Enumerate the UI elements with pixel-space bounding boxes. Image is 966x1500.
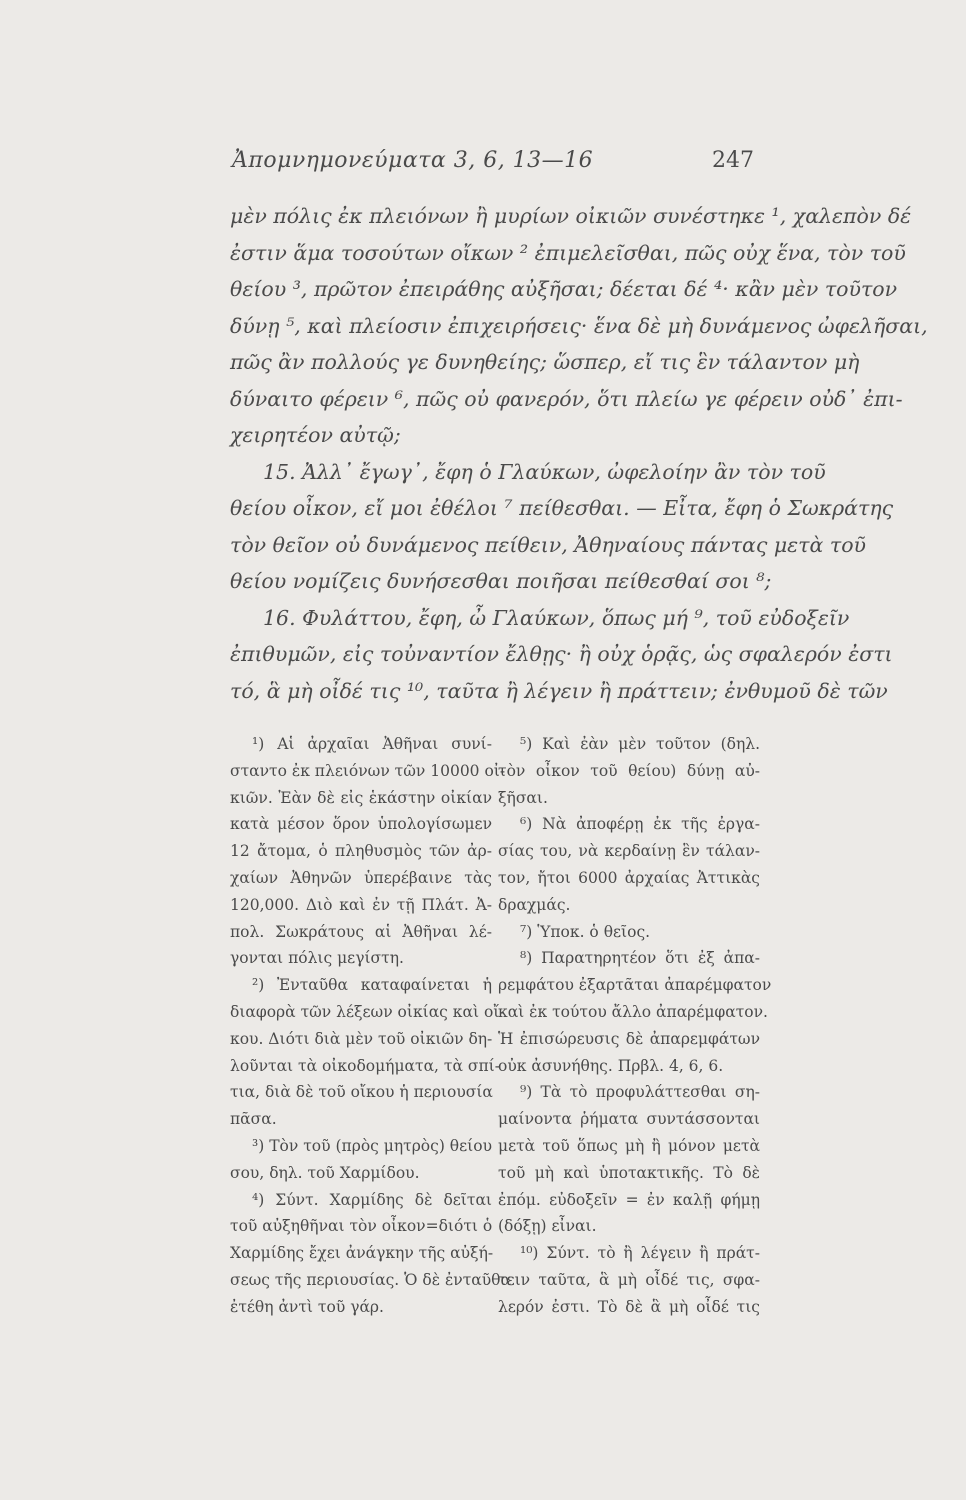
footnote-line: ξῆσαι. <box>498 788 548 807</box>
main-line: πῶς ἂν πολλούς γε δυνηθείης; ὥσπερ, εἴ τις ἓν τάλαντον μὴ <box>230 350 860 374</box>
main-line: θείου οἶκον, εἴ μοι ἐθέλοι ⁷ πείθεσθαι. — Εἶτα, ἔφη ὁ Σωκράτης <box>230 496 894 520</box>
main-line: 16. Φυλάττου, ἔφη, ὦ Γλαύκων, ὅπως μή ⁹, τοῦ εὐδοξεῖν <box>263 605 850 630</box>
footnote-line: χαίων Ἀθηνῶν ὑπερέβαινε τὰς <box>230 868 492 887</box>
footnote-line: ⁴) Σύντ. Χαρμίδης δὲ δεῖται <box>252 1190 492 1209</box>
footnote-line: διαφορὰ τῶν λέξεων οἰκίας καὶ οἴ- <box>230 1002 505 1021</box>
footnote-line: ἐτέθη ἀντὶ τοῦ γάρ. <box>230 1297 384 1316</box>
main-line: ἐπιθυμῶν, εἰς τοὐναντίον ἔλθῃς· ἢ οὐχ ὁρᾷς, ὡς σφαλερόν ἐστι <box>230 642 893 666</box>
running-title: Ἀπομνημονεύματα 3, 6, 13—16 <box>232 148 594 173</box>
footnote-line: ἐπόμ. εὐδοξεῖν = ἐν καλῇ φήμῃ <box>498 1190 760 1209</box>
footnote-line: κιῶν. Ἐὰν δὲ εἰς ἑκάστην οἰκίαν <box>230 788 492 807</box>
footnotes-left-column <box>230 731 511 1321</box>
footnote-line: σου, δηλ. τοῦ Χαρμίδου. <box>230 1163 420 1182</box>
main-line: θείου νομίζεις δυνήσεσθαι ποιῆσαι πείθεσθαί σοι ⁸; <box>230 569 772 593</box>
footnote-line: τον, ἤτοι 6000 ἀρχαίας Ἀττικὰς <box>498 868 760 887</box>
footnotes-right-column <box>498 731 772 1321</box>
footnote-line: ⁹) Τὰ τὸ προφυλάττεσθαι ση- <box>520 1083 760 1102</box>
footnote-line: πολ. Σωκράτους αἱ Ἀθῆναι λέ- <box>230 922 492 941</box>
footnote-line: μετὰ τοῦ ὅπως μὴ ἢ μόνον μετὰ <box>498 1136 760 1155</box>
footnote-line: ³) Τὸν τοῦ (πρὸς μητρὸς) θείου <box>252 1136 492 1155</box>
footnote-line: γονται πόλις μεγίστη. <box>230 949 404 968</box>
footnote-line: ⁷) Ὑποκ. ὁ θεῖος. <box>520 922 651 941</box>
footnote-line: 120,000. Διὸ καὶ ἐν τῇ Πλάτ. Ἀ- <box>230 895 492 914</box>
footnote-line: ¹) Αἱ ἀρχαῖαι Ἀθῆναι συνί- <box>252 735 492 753</box>
footnote-line: μαίνοντα ῥήματα συντάσσονται <box>498 1110 760 1129</box>
footnote-line: σταντο ἐκ πλειόνων τῶν 10000 οἰ- <box>230 761 506 780</box>
footnote-line: πᾶσα. <box>230 1110 277 1129</box>
footnote-line: ¹⁰) Σύντ. τὸ ἢ λέγειν ἢ πράτ- <box>520 1244 760 1263</box>
main-line: ἐστιν ἅμα τοσούτων οἴκων ² ἐπιμελεῖσθαι, πῶς οὐχ ἕνα, τὸν τοῦ <box>230 240 906 265</box>
main-line: μὲν πόλις ἐκ πλειόνων ἢ μυρίων οἰκιῶν συνέστηκε ¹, χαλεπὸν δέ <box>230 204 912 228</box>
footnote-line: τοῦ αὐξηθῆναι τὸν οἶκον=διότι ὁ <box>230 1217 493 1236</box>
footnote-line: τοῦ μὴ καὶ ὑποτακτικῆς. Τὸ δὲ <box>498 1163 760 1182</box>
main-line: θείου ³, πρῶτον ἐπειράθης αὐξῆσαι; δέεται δέ ⁴· κἂν μὲν τοῦτον <box>230 277 898 301</box>
footnote-line: δραχμάς. <box>498 895 571 914</box>
footnote-line: τὸν οἶκον τοῦ θείου) δύνῃ αὐ- <box>498 761 760 780</box>
footnote-line: Ἡ ἐπισώρευσις δὲ ἀπαρεμφάτων <box>498 1029 760 1048</box>
main-line: 15. Ἀλλ᾽ ἔγωγ᾽, ἔφη ὁ Γλαύκων, ὠφελοίην ἂν τὸν τοῦ <box>263 459 826 484</box>
footnote-line: λοῦνται τὰ οἰκοδομήματα, τὰ σπί- <box>230 1056 500 1075</box>
footnote-line: ⁶) Νὰ ἀποφέρῃ ἐκ τῆς ἐργα- <box>520 815 760 834</box>
footnote-line: καὶ ἐκ τούτου ἄλλο ἀπαρέμφατον. <box>498 1002 768 1021</box>
main-line: τὸν θεῖον οὐ δυνάμενος πείθειν, Ἀθηναίους πάντας μετὰ τοῦ <box>230 532 867 557</box>
footnote-line: ²) Ἐνταῦθα καταφαίνεται ἡ <box>252 976 492 995</box>
footnote-line: οὐκ ἀσυνήθης. Πρβλ. 4, 6, 6. <box>498 1056 724 1075</box>
footnote-line: κατὰ μέσον ὅρον ὑπολογίσωμεν <box>230 815 492 834</box>
footnote-line: ⁸) Παρατηρητέον ὅτι ἐξ ἀπα- <box>520 949 760 968</box>
footnote-line: σεως τῆς περιουσίας. Ὁ δὲ ἐνταῦθα <box>230 1270 511 1289</box>
main-line: χειρητέον αὐτῷ; <box>230 423 401 447</box>
footnote-line: 12 ἄτομα, ὁ πληθυσμὸς τῶν ἀρ- <box>230 842 492 861</box>
main-line: δύναιτο φέρειν ⁶, πῶς οὐ φανερόν, ὅτι πλείω γε φέρειν οὐδ᾽ ἐπι- <box>230 386 903 411</box>
page-header <box>0 148 966 180</box>
footnote-line: ⁵) Καὶ ἐὰν μὲν τοῦτον (δηλ. <box>520 735 760 753</box>
footnote-line: σίας του, νὰ κερδαίνῃ ἓν τάλαν- <box>498 842 760 861</box>
page-number: 247 <box>712 148 754 173</box>
footnote-line: τειν ταῦτα, ἃ μὴ οἶδέ τις, σφα- <box>498 1270 760 1289</box>
footnote-line: ρεμφάτου ἐξαρτᾶται ἀπαρέμφατον <box>498 976 772 995</box>
main-line: τό, ἃ μὴ οἶδέ τις ¹⁰, ταῦτα ἢ λέγειν ἢ πράττειν; ἐνθυμοῦ δὲ τῶν <box>230 678 888 703</box>
footnote-line: κου. Διότι διὰ μὲν τοῦ οἰκιῶν δη- <box>230 1029 493 1048</box>
footnote-line: (δόξῃ) εἶναι. <box>498 1217 597 1236</box>
footnote-line: τια, διὰ δὲ τοῦ οἴκου ἡ περιουσία <box>230 1083 493 1102</box>
footnote-line: λερόν ἐστι. Τὸ δὲ ἃ μὴ οἶδέ τις <box>498 1297 760 1316</box>
main-line: δύνῃ ⁵, καὶ πλείοσιν ἐπιχειρήσεις· ἕνα δὲ μὴ δυνάμενος ὠφελῆσαι, <box>230 313 928 338</box>
footnote-line: Χαρμίδης ἔχει ἀνάγκην τῆς αὐξή- <box>230 1244 494 1263</box>
main-text <box>230 198 928 709</box>
